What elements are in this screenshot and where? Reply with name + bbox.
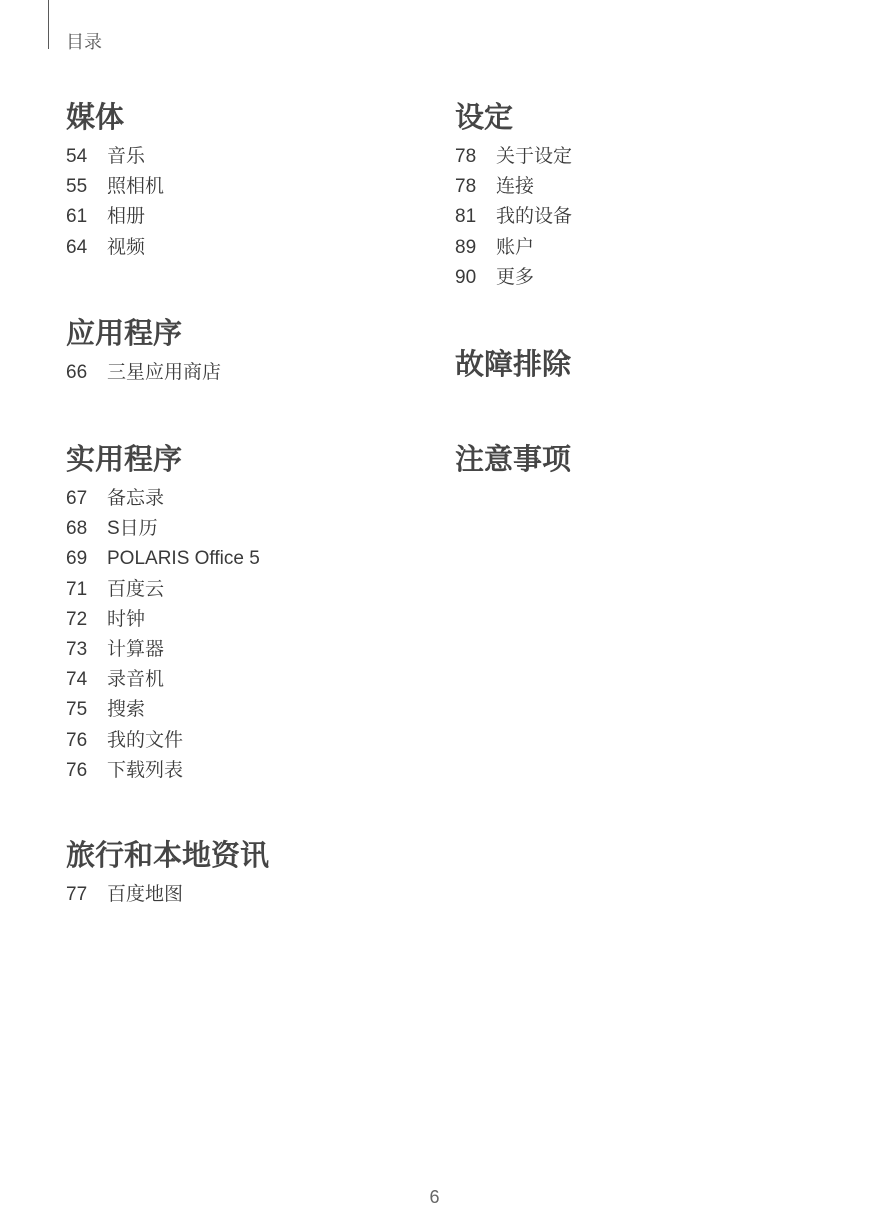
section-title: 应用程序 [66, 316, 183, 350]
entry-label: 计算器 [107, 638, 165, 660]
entry-page-number: 64 [66, 236, 88, 258]
toc-section-media [66, 100, 164, 263]
entry-label: 关于设定 [496, 146, 573, 167]
section-title[interactable]: 故障排除 [455, 347, 572, 381]
entry-label: 下载列表 [107, 759, 184, 781]
section-title: 旅行和本地资讯 [66, 838, 270, 872]
entry-label: 百度云 [107, 578, 165, 600]
toc-entry[interactable] [66, 605, 260, 635]
toc-entry[interactable] [455, 142, 572, 172]
toc-section-precautions [455, 442, 571, 484]
entry-label: 百度地图 [107, 884, 184, 905]
toc-section-travel [66, 838, 269, 910]
entry-page-number: 75 [66, 699, 88, 721]
entry-page-number: 73 [66, 638, 88, 660]
toc-entry[interactable] [66, 484, 260, 514]
toc-entry[interactable] [455, 172, 572, 202]
entry-label: 时钟 [107, 608, 146, 630]
toc-entry[interactable] [66, 635, 260, 665]
toc-entry[interactable] [66, 726, 260, 756]
entry-page-number: 61 [66, 206, 88, 228]
toc-entry[interactable] [66, 358, 221, 388]
entry-list [455, 142, 572, 293]
entry-page-number: 68 [66, 518, 88, 540]
toc-entry[interactable] [66, 575, 260, 605]
toc-entry[interactable] [66, 202, 164, 232]
entry-page-number: 55 [66, 176, 88, 198]
toc-entry[interactable] [66, 172, 164, 202]
entry-label: 相册 [107, 206, 146, 228]
entry-label: 录音机 [107, 669, 165, 691]
entry-page-number: 90 [455, 266, 477, 288]
entry-label: 账户 [496, 236, 535, 258]
toc-section-troubleshooting [455, 347, 571, 389]
entry-page-number: 66 [66, 362, 88, 383]
entry-page-number: 69 [66, 548, 88, 570]
section-title: 设定 [455, 100, 514, 134]
toc-entry[interactable] [66, 665, 260, 695]
entry-page-number: 71 [66, 578, 88, 600]
toc-entry[interactable] [66, 695, 260, 725]
toc-entry[interactable] [455, 233, 572, 263]
toc-section-utilities [66, 442, 260, 786]
entry-label: 我的文件 [107, 729, 184, 751]
toc-section-apps [66, 316, 221, 388]
entry-page-number: 78 [455, 146, 477, 167]
toc-entry[interactable] [66, 880, 269, 910]
entry-list [66, 880, 269, 910]
entry-page-number: 77 [66, 884, 88, 905]
section-title: 实用程序 [66, 442, 183, 476]
entry-list [66, 358, 221, 388]
toc-section-settings [455, 100, 572, 293]
entry-page-number: 76 [66, 729, 88, 751]
entry-label: 连接 [496, 176, 535, 198]
entry-label: 三星应用商店 [107, 362, 222, 383]
entry-list [66, 484, 260, 786]
entry-page-number: 89 [455, 236, 477, 258]
entry-page-number: 78 [455, 176, 477, 198]
toc-entry[interactable] [66, 233, 164, 263]
toc-entry[interactable] [66, 142, 164, 172]
section-title[interactable]: 注意事项 [455, 442, 572, 476]
entry-label: 更多 [496, 266, 535, 288]
page-number: 6 [429, 1187, 440, 1207]
toc-entry[interactable] [66, 514, 260, 544]
margin-rule [48, 0, 49, 49]
entry-label: 搜索 [107, 699, 146, 721]
entry-page-number: 67 [66, 488, 88, 509]
running-head: 目录 [66, 32, 102, 52]
entry-label: 照相机 [107, 176, 165, 198]
entry-label: 视频 [107, 236, 146, 258]
entry-page-number: 74 [66, 669, 88, 691]
entry-page-number: 76 [66, 759, 88, 781]
entry-page-number: 81 [455, 206, 477, 228]
entry-label: S日历 [107, 518, 158, 540]
entry-label: POLARIS Office 5 [107, 548, 260, 570]
toc-entry[interactable] [66, 756, 260, 786]
toc-entry[interactable] [66, 544, 260, 574]
section-title: 媒体 [66, 100, 125, 134]
toc-entry[interactable] [455, 263, 572, 293]
toc-entry[interactable] [455, 202, 572, 232]
entry-page-number: 72 [66, 608, 88, 630]
entry-label: 我的设备 [496, 206, 573, 228]
entry-label: 备忘录 [107, 488, 165, 509]
entry-list [66, 142, 164, 263]
entry-label: 音乐 [107, 146, 146, 167]
entry-page-number: 54 [66, 146, 88, 167]
